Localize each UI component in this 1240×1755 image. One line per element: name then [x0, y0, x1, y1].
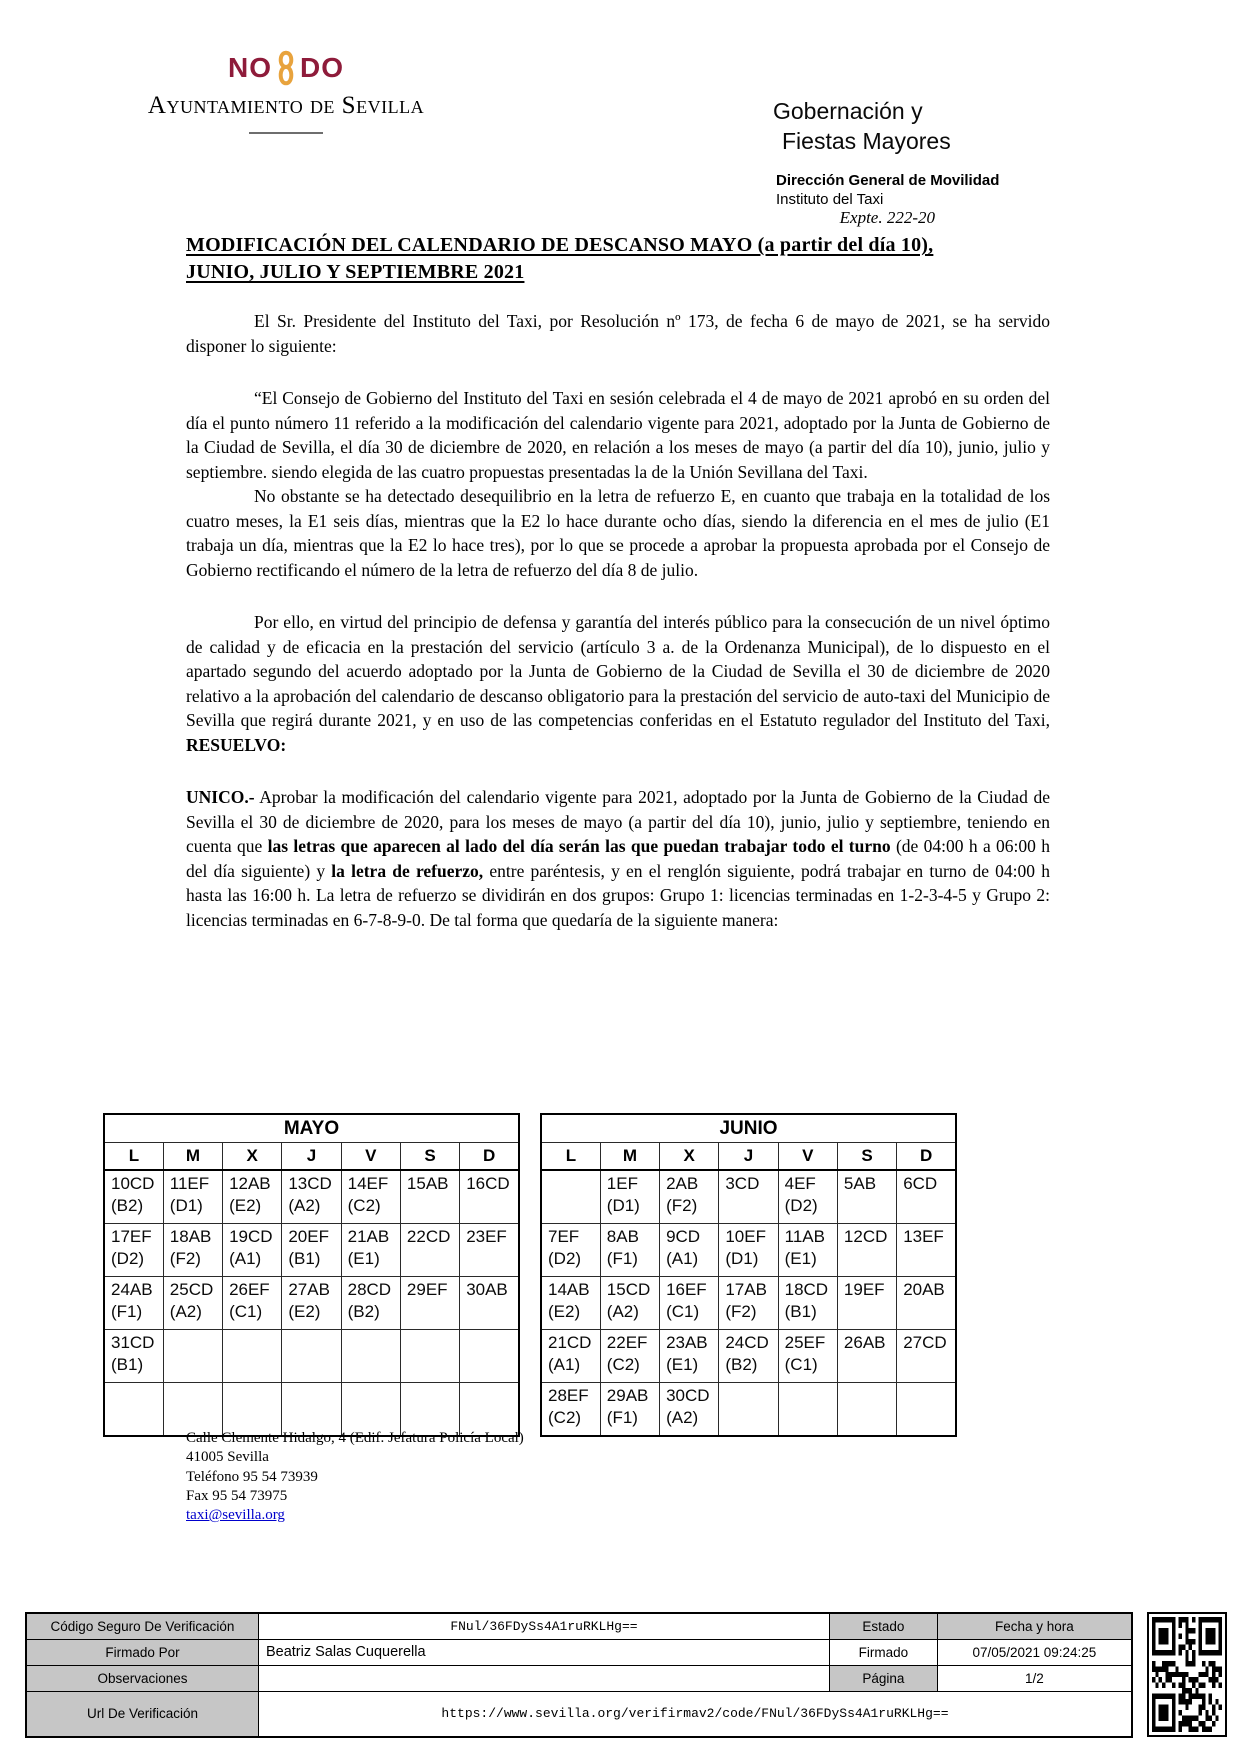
- calendar-day-cell: 10EF (D1): [719, 1224, 778, 1277]
- unico-label: UNICO.-: [186, 787, 255, 807]
- calendar-day-header: S: [837, 1143, 896, 1171]
- firmado-por-value: Beatriz Salas Cuquerella: [258, 1639, 829, 1665]
- qr-code: [1147, 1612, 1227, 1737]
- calendar-day-cell: 17EF (D2): [104, 1224, 163, 1277]
- address-city: 41005 Sevilla: [186, 1449, 269, 1466]
- paragraph-intro: [186, 309, 1050, 358]
- address-phone: Teléfono 95 54 73939: [186, 1468, 318, 1485]
- csv-label: Código Seguro De Verificación: [26, 1613, 258, 1639]
- calendar-week-row: [104, 1224, 519, 1277]
- calendar-day-cell: [341, 1330, 400, 1383]
- calendar-month-title: JUNIO: [541, 1114, 956, 1143]
- address-fax: Fax 95 54 73975: [186, 1487, 288, 1504]
- logo-text-do: DO: [300, 52, 344, 83]
- paragraph-unico: [186, 785, 1050, 932]
- calendar-week-row: [104, 1170, 519, 1224]
- calendar-day-cell: 6CD: [897, 1170, 956, 1224]
- calendar-week-row: [541, 1383, 956, 1437]
- resuelvo-bold: RESUELVO:: [186, 734, 287, 755]
- calendar-day-header: L: [541, 1143, 600, 1171]
- calendar-day-cell: 26AB: [837, 1330, 896, 1383]
- calendar-day-cell: [460, 1330, 519, 1383]
- estado-label: Estado: [829, 1613, 937, 1639]
- calendar-day-cell: 4EF (D2): [778, 1170, 837, 1224]
- calendar-week-row: [541, 1277, 956, 1330]
- calendar-day-cell: 18AB (F2): [163, 1224, 222, 1277]
- address-street: Calle Clemente Hidalgo, 4 (Edif. Jefatura Policía Local): [186, 1430, 524, 1446]
- calendar-day-cell: 27CD: [897, 1330, 956, 1383]
- calendar-day-header: V: [778, 1143, 837, 1171]
- paragraph-text: “El Consejo de Gobierno del Instituto del Taxi en sesión celebrada el 4 de mayo de 2021 aprobó en su orden del día el punto número 11 referido a la modificación del calendario vigente para 2021, adoptado por la Junta de Gobierno de la Ciudad de Sevilla, el día 30 de diciembre de 2020, en relación a los meses de mayo (a partir del día 10), junio, julio y septiembre. siendo elegida de las cuatro propuestas presentadas la de la Unión Sevillana del Taxi.: [186, 388, 1050, 482]
- calendar-table-mayo: [103, 1113, 520, 1437]
- calendar-day-cell: [541, 1170, 600, 1224]
- calendar-junio: [540, 1113, 957, 1437]
- calendar-day-cell: 29EF: [400, 1277, 459, 1330]
- pagina-label: Página: [829, 1665, 937, 1691]
- calendar-day-cell: [400, 1330, 459, 1383]
- url-verificacion-label: Url De Verificación: [26, 1691, 258, 1737]
- calendar-day-header: V: [341, 1143, 400, 1171]
- nodo-logo: [106, 46, 466, 90]
- csv-value: FNul/36FDySs4A1ruRKLHg==: [258, 1613, 829, 1639]
- verification-table: [25, 1612, 1133, 1738]
- calendar-week-row: [541, 1330, 956, 1383]
- calendar-day-cell: 11EF (D1): [163, 1170, 222, 1224]
- calendar-day-cell: 14EF (C2): [341, 1170, 400, 1224]
- calendar-week-row: [104, 1383, 519, 1437]
- calendar-day-cell: 1EF (D1): [600, 1170, 659, 1224]
- calendar-day-cell: 30AB: [460, 1277, 519, 1330]
- document-title: [186, 232, 1058, 286]
- calendar-day-cell: [104, 1383, 163, 1437]
- calendar-day-cell: [460, 1383, 519, 1437]
- firmado-por-label: Firmado Por: [26, 1639, 258, 1665]
- footer-address: [186, 1429, 524, 1525]
- calendar-day-cell: 13EF: [897, 1224, 956, 1277]
- direccion-general: Dirección General de Movilidad: [776, 172, 1000, 189]
- calendar-day-cell: 14AB (E2): [541, 1277, 600, 1330]
- calendar-day-cell: 24AB (F1): [104, 1277, 163, 1330]
- logo-text-no: NO: [228, 52, 272, 83]
- calendar-week-row: [104, 1330, 519, 1383]
- calendar-day-cell: 22EF (C2): [600, 1330, 659, 1383]
- estado-value: Firmado: [829, 1639, 937, 1665]
- calendar-day-cell: 3CD: [719, 1170, 778, 1224]
- calendar-day-cell: 8AB (F1): [600, 1224, 659, 1277]
- calendar-day-header: S: [400, 1143, 459, 1171]
- calendar-day-cell: [223, 1383, 282, 1437]
- calendar-day-cell: [719, 1383, 778, 1437]
- calendar-day-header: D: [897, 1143, 956, 1171]
- fecha-hora-label: Fecha y hora: [937, 1613, 1132, 1639]
- fecha-hora-value: 07/05/2021 09:24:25: [937, 1639, 1132, 1665]
- calendar-day-cell: 28CD (B2): [341, 1277, 400, 1330]
- email-link[interactable]: taxi@sevilla.org: [186, 1507, 285, 1524]
- paragraph-text: Por ello, en virtud del principio de defensa y garantía del interés público para la consecución de un nivel óptimo de calidad y de eficacia en la prestación del servicio (artículo 3 a. de la Ordenanza Municipal), de lo dispuesto en el apartado segundo del acuerdo adoptado por la Junta de Gobierno de la Ciudad de Sevilla el 30 de diciembre de 2020 relativo a la aprobación del calendario de descanso obligatorio para la prestación del servicio de auto-taxi del Municipio de Sevilla que regirá durante 2021, y en uso de las competencias conferidas en el Estatuto regulador del Instituto del Taxi,: [186, 612, 1050, 730]
- calendar-day-header: J: [282, 1143, 341, 1171]
- calendar-day-cell: [778, 1383, 837, 1437]
- paragraph-desequilibrio: [186, 484, 1050, 582]
- document-title-line2: JUNIO, JULIO Y SEPTIEMBRE 2021: [186, 261, 525, 283]
- letras-bold: las letras que aparecen al lado del día serán las que puedan trabajar todo el turno: [267, 836, 891, 856]
- calendar-day-cell: 25CD (A2): [163, 1277, 222, 1330]
- calendar-day-cell: 15AB: [400, 1170, 459, 1224]
- refuerzo-bold: la letra de refuerzo,: [331, 860, 484, 881]
- expediente-number: Expte. 222-20: [839, 208, 935, 227]
- calendar-day-cell: 21CD (A1): [541, 1330, 600, 1383]
- calendar-table-junio: [540, 1113, 957, 1437]
- document-body: [186, 309, 1050, 960]
- org-name: Ayuntamiento de Sevilla: [147, 92, 425, 119]
- paragraph-text: entre paréntesis, y en el renglón siguiente, podrá trabajar en turno de 04:00 h hasta las 16:00 h. La letra de refuerzo se dividirán en dos grupos: Grupo 1: licencias terminadas en 1-2-3-4-5 y Grupo 2: licencias terminadas en 6-7-8-9-0. De tal forma que quedaría de la siguiente manera:: [186, 860, 1050, 930]
- calendar-day-cell: [400, 1383, 459, 1437]
- calendar-day-cell: 7EF (D2): [541, 1224, 600, 1277]
- calendar-day-header: J: [719, 1143, 778, 1171]
- calendar-day-cell: 21AB (E1): [341, 1224, 400, 1277]
- calendar-day-cell: 2AB (F2): [660, 1170, 719, 1224]
- calendar-day-cell: 20AB: [897, 1277, 956, 1330]
- paragraph-acuerdo: [186, 386, 1050, 484]
- calendar-day-cell: 5AB: [837, 1170, 896, 1224]
- calendar-day-cell: 16EF (C1): [660, 1277, 719, 1330]
- calendar-day-header: X: [660, 1143, 719, 1171]
- department-line1: Gobernación y: [773, 98, 923, 124]
- calendar-day-cell: 19EF: [837, 1277, 896, 1330]
- calendar-day-cell: [163, 1383, 222, 1437]
- calendar-day-cell: 9CD (A1): [660, 1224, 719, 1277]
- instituto-del-taxi: Instituto del Taxi: [776, 191, 884, 208]
- calendar-day-header: M: [600, 1143, 659, 1171]
- calendar-day-cell: 31CD (B1): [104, 1330, 163, 1383]
- calendar-day-cell: [163, 1330, 222, 1383]
- department-name: [773, 96, 951, 156]
- observaciones-value: [258, 1665, 829, 1691]
- url-verificacion-value: https://www.sevilla.org/verifirmav2/code/FNul/36FDySs4A1ruRKLHg==: [258, 1691, 1132, 1737]
- calendar-day-cell: [282, 1383, 341, 1437]
- calendar-day-cell: 29AB (F1): [600, 1383, 659, 1437]
- calendar-month-title: MAYO: [104, 1114, 519, 1143]
- calendar-day-cell: [223, 1330, 282, 1383]
- calendar-day-cell: [837, 1383, 896, 1437]
- logo-divider: [249, 132, 323, 134]
- calendar-day-cell: 20EF (B1): [282, 1224, 341, 1277]
- paragraph-text: El Sr. Presidente del Instituto del Taxi, por Resolución nº 173, de fecha 6 de mayo de 2021, se ha servido disponer lo siguiente:: [186, 311, 1050, 356]
- paragraph-resuelvo: [186, 610, 1050, 757]
- calendar-day-cell: 10CD (B2): [104, 1170, 163, 1224]
- calendar-day-cell: 23AB (E1): [660, 1330, 719, 1383]
- calendar-day-cell: [897, 1383, 956, 1437]
- calendar-week-row: [541, 1170, 956, 1224]
- calendar-day-header: L: [104, 1143, 163, 1171]
- calendar-day-header: M: [163, 1143, 222, 1171]
- calendar-day-header: D: [460, 1143, 519, 1171]
- department-line2: Fiestas Mayores: [782, 128, 951, 154]
- document-title-line1: MODIFICACIÓN DEL CALENDARIO DE DESCANSO MAYO (a partir del día 10),: [186, 234, 934, 256]
- calendar-week-row: [104, 1277, 519, 1330]
- calendar-day-cell: 13CD (A2): [282, 1170, 341, 1224]
- paragraph-text: No obstante se ha detectado desequilibrio en la letra de refuerzo E, en cuanto que trabaja en la totalidad de los cuatro meses, la E1 seis días, mientras que la E2 lo hace durante ocho días, siendo la diferencia en el mes de julio (E1 trabaja un día, mientras que la E2 lo hace tres), por lo que se procede a aprobar la propuesta aprobada por el Consejo de Gobierno rectificando el número de la letra de refuerzo del día 8 de julio.: [186, 486, 1050, 580]
- calendar-day-cell: 28EF (C2): [541, 1383, 600, 1437]
- paragraph-text: Aprobar la modificación del calendario vigente para 2021, adoptado por la Junta de Gobierno de la Ciudad de Sevilla el 30 de diciembre de 2020, para los meses de mayo (a partir del día 10), junio, julio y septiembre, teniendo en cuenta que: [186, 787, 1050, 856]
- calendar-day-cell: 15CD (A2): [600, 1277, 659, 1330]
- calendar-day-cell: 30CD (A2): [660, 1383, 719, 1437]
- observaciones-label: Observaciones: [26, 1665, 258, 1691]
- calendar-day-cell: 11AB (E1): [778, 1224, 837, 1277]
- calendar-day-cell: 12AB (E2): [223, 1170, 282, 1224]
- nodo-madeja-icon: [274, 48, 298, 88]
- calendar-day-cell: 22CD: [400, 1224, 459, 1277]
- city-logo: [106, 46, 466, 134]
- calendar-day-header: X: [223, 1143, 282, 1171]
- calendar-day-cell: 24CD (B2): [719, 1330, 778, 1383]
- calendar-day-cell: 19CD (A1): [223, 1224, 282, 1277]
- calendar-day-cell: [282, 1330, 341, 1383]
- calendar-mayo: [103, 1113, 520, 1437]
- calendar-day-cell: [341, 1383, 400, 1437]
- calendar-day-cell: 26EF (C1): [223, 1277, 282, 1330]
- calendar-day-cell: 16CD: [460, 1170, 519, 1224]
- calendar-day-cell: 18CD (B1): [778, 1277, 837, 1330]
- calendar-day-cell: 12CD: [837, 1224, 896, 1277]
- calendar-week-row: [541, 1224, 956, 1277]
- calendar-day-cell: 27AB (E2): [282, 1277, 341, 1330]
- paragraph-text: (de 04:00 h a 06:00 h del día siguiente) y: [186, 836, 1051, 881]
- calendar-day-cell: 23EF: [460, 1224, 519, 1277]
- calendar-day-cell: 17AB (F2): [719, 1277, 778, 1330]
- calendar-day-cell: 25EF (C1): [778, 1330, 837, 1383]
- pagina-value: 1/2: [937, 1665, 1132, 1691]
